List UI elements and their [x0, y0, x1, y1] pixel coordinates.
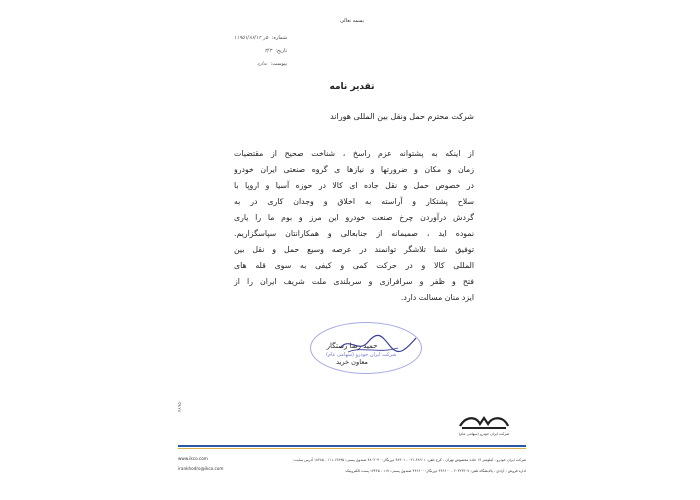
- body-line: المللی کالا و در حرکت کمی و کیفی به سوی قله های: [234, 261, 474, 270]
- ikco-logo: [454, 412, 514, 434]
- date-row: [197, 45, 287, 58]
- signer-role: معاون خرید: [336, 358, 368, 366]
- footer-divider-blue: [178, 445, 526, 447]
- letter-meta: [197, 32, 287, 71]
- stamp-text: شرکت ایران خودرو (سهامی عام): [326, 352, 397, 358]
- letter-body: [234, 146, 474, 306]
- logo-caption: شرکت ایران خودرو (سهامی عام): [458, 432, 510, 436]
- body-line: زمان و مکان و ضرورتها و نیازها ی گروه صنعتی ایران خودرو: [234, 165, 474, 174]
- attachment-value: ندارد: [257, 61, 268, 67]
- signature-stamp-area: [310, 322, 420, 382]
- footer-website: www.ikco.com: [178, 456, 208, 461]
- body-line: ایزد منان مسالت دارد.: [400, 293, 474, 302]
- footer-address: [256, 455, 526, 477]
- body-line: توفیق شما تلاشگر توانمند در عرصه وسیع حمل و نقل بین: [234, 245, 474, 254]
- signer-name: حمید رضا رستگار: [326, 342, 378, 350]
- number-value: ۵ر ۱۱۹۵۱/۸۶/۱۲: [233, 35, 269, 41]
- body-line: نموده اید ، صمیمانه از جنابعالی و همکارانتان سپاسگزاریم.: [234, 229, 474, 238]
- footer-divider-gold: [178, 448, 526, 449]
- body-line: از اینکه به پشتوانه عزم راسخ ، شناخت صحیح از مقتضیات: [234, 149, 474, 158]
- body-line: در خصوص حمل و نقل جاده ای کالا در حوزه آسیا و اروپا با: [234, 181, 474, 190]
- footer-office-line: اداره فروش : آزادی ، پالایشگاه تلفن: ۲۰۳۲۲۳۰۷ - ۴۴۶۶۰۰ دورنگار: ۴۴۶۶۰۰ صندوق پستی: ۱۱۷ - ۱۳۴۴۵ پست الکترونیک:: [344, 469, 526, 473]
- date-label: تاریخ:: [275, 48, 287, 54]
- body-line: فتح و ظفر و سرافرازی و سربلندی ملت شریف ایران را از: [234, 277, 474, 286]
- footer-address-line: شرکت ایران خودرو ، کیلومتر ۱۴ جاده مخصوص تهران - کرج تلفن: ۴۸۹۰۱-۰۲۱ - ۴۸۹۰۱ دورنگار: ۴۸۰۲۰۴۰ صندوق پستی: ۱۳۸۹۵-۱۱۱ - ۱۸۲۸۵ آدرس سایت:: [293, 458, 526, 462]
- attachment-label: پیوست:: [270, 61, 287, 67]
- body-line: گردش درآوردن چرخ صنعت خودرو این مرز و بوم ما را یاری: [234, 213, 474, 222]
- number-row: [197, 32, 287, 45]
- invocation-text: بسمه تعالی: [339, 18, 365, 24]
- date-value: ۳/۳: [264, 48, 272, 54]
- number-label: شماره:: [271, 35, 287, 41]
- side-reference-number: ۴۸۹۵۰: [178, 399, 183, 412]
- footer-email: irankhodro@ikco.com: [178, 466, 224, 471]
- attachment-row: [197, 58, 287, 71]
- recipient-line: شرکت محترم حمل ونقل بین المللی هوراند: [330, 112, 474, 121]
- body-line: سلاح پشتکار و آراسته به اخلاق و وجدان کاری در به: [234, 197, 474, 206]
- letter-title: تقدیر نامه: [329, 82, 375, 92]
- letter-page: [160, 0, 544, 500]
